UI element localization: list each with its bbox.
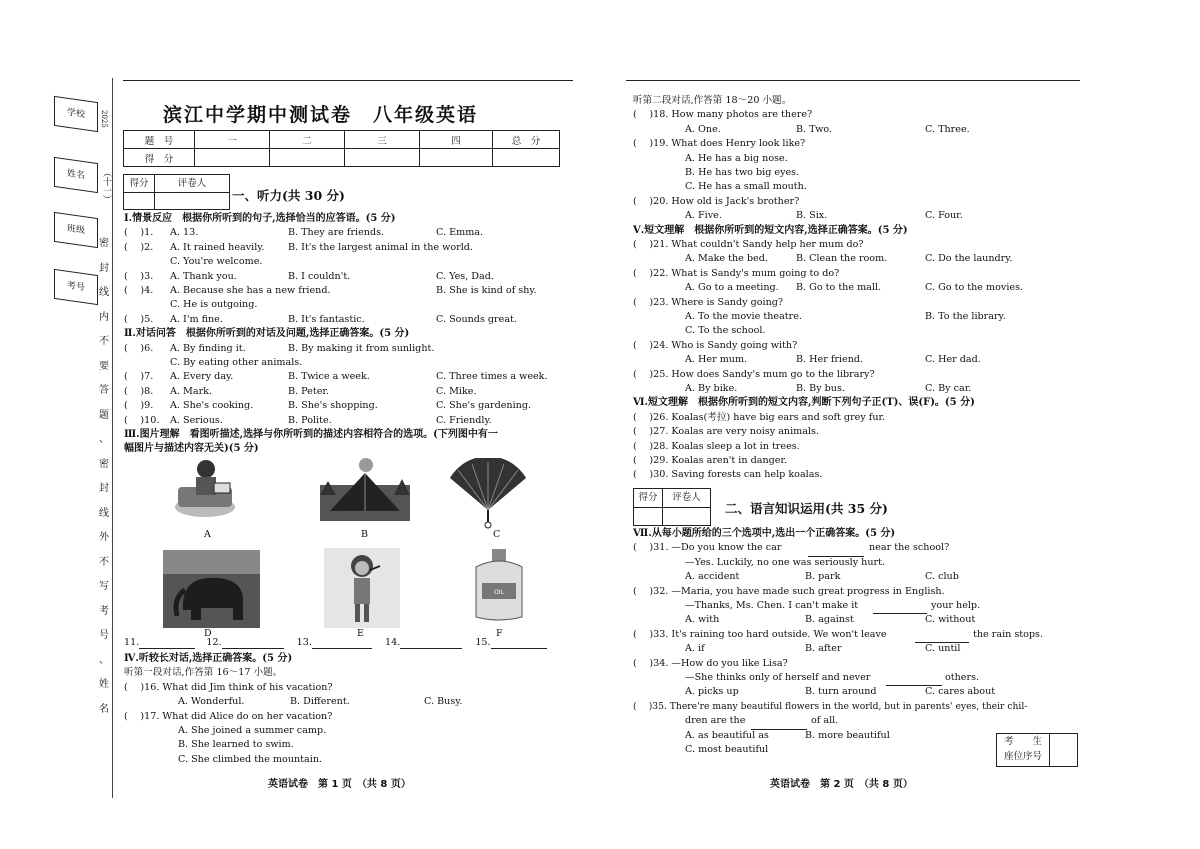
- section-i-row-4-number: ( )4.: [124, 284, 154, 296]
- section-ii-row-0-option-a[interactable]: A. By finding it.: [170, 342, 246, 354]
- q19-option-a[interactable]: A. He has a big nose.: [685, 152, 788, 164]
- seat-number-field[interactable]: [1051, 734, 1077, 766]
- year-column: 2025: [100, 110, 108, 128]
- page2-intro: 听第二段对话,作答第 18～20 小题。: [633, 95, 792, 106]
- score-header-2: 二: [270, 131, 345, 149]
- seal-char: 密: [99, 458, 109, 470]
- blank-15-label: 15.: [475, 637, 491, 648]
- q20-options-option-a[interactable]: A. Five.: [685, 210, 722, 222]
- q35-line2: [633, 714, 1083, 728]
- q35-option-c[interactable]: C. most beautiful: [685, 743, 769, 755]
- seal-char: 考: [99, 605, 109, 617]
- seal-char: 名: [99, 703, 109, 715]
- seal-char: 写: [99, 581, 109, 592]
- school-label: 学校: [66, 107, 85, 121]
- q18-options-option-b[interactable]: B. Two.: [796, 123, 833, 135]
- q33-option-b[interactable]: B. after: [805, 643, 842, 655]
- q32-option-b[interactable]: B. against: [805, 614, 854, 626]
- blank-12[interactable]: [222, 637, 284, 649]
- q18-options-option-c[interactable]: C. Three.: [925, 123, 970, 135]
- q22-options-option-b[interactable]: B. Go to the mall.: [796, 282, 882, 294]
- blank-11[interactable]: [139, 637, 195, 649]
- page1-top-rule: [123, 80, 573, 81]
- question-35: ( )35. There're many beautiful flowers in the world, but in parents' eyes, their chil-: [633, 700, 1028, 712]
- seat-number-box: [996, 733, 1078, 767]
- section-i-row-6: [124, 313, 574, 327]
- q20-options-option-b[interactable]: B. Six.: [796, 210, 828, 222]
- q16-option-c[interactable]: C. Busy.: [424, 696, 463, 708]
- section-i-row-0-option-a[interactable]: A. 13.: [170, 227, 199, 239]
- q21-options-option-a[interactable]: A. Make the bed.: [685, 253, 768, 265]
- q33-blank[interactable]: [915, 628, 969, 643]
- question-33: [633, 628, 1083, 642]
- section-ii-row-4-number: ( )9.: [124, 400, 154, 412]
- blank-12-label: 12.: [206, 637, 222, 648]
- blank-14[interactable]: [400, 637, 462, 649]
- seal-char: 封: [99, 483, 109, 494]
- section-ii-row-3-number: ( )8.: [124, 385, 154, 397]
- section-iv-heading: Ⅳ.听较长对话,选择正确答案。(5 分): [124, 653, 293, 664]
- q35-text: dren are the: [685, 715, 746, 727]
- q32-option-c[interactable]: C. without: [925, 614, 976, 626]
- q16-option-b[interactable]: B. Different.: [290, 696, 350, 708]
- q34-option-b[interactable]: B. turn around: [805, 686, 877, 698]
- score-cell-4[interactable]: [420, 149, 493, 167]
- section-ii-row-2: [124, 370, 574, 384]
- picture-c-folding-fan: [448, 458, 528, 530]
- q34-options: [633, 685, 1083, 699]
- seal-char: 外: [99, 532, 109, 543]
- seal-char: 、: [99, 434, 109, 445]
- q33-text-end: the rain stops.: [973, 628, 1044, 640]
- q21-options-option-c[interactable]: C. Do the laundry.: [925, 253, 1013, 265]
- page-title: 滨江中学期中测试卷 八年级英语: [163, 104, 479, 126]
- exam-number-label: 考号: [66, 280, 85, 294]
- score-header-total: 总 分: [493, 131, 560, 149]
- page1-body: [124, 212, 574, 457]
- q31-option-a[interactable]: A. accident: [685, 571, 740, 583]
- q19-option-b[interactable]: B. He has two big eyes.: [685, 167, 800, 179]
- section-i-row-2: [124, 255, 574, 269]
- true-false-item-28: ( )28. Koalas sleep a lot in trees.: [633, 440, 800, 452]
- seal-char: 要: [99, 360, 109, 372]
- q33-option-c[interactable]: C. until: [925, 643, 961, 655]
- question-25: ( )25. How does Sandy's mum go to the library?: [633, 368, 875, 380]
- q21-options: [633, 252, 1083, 266]
- binding-line: [112, 78, 113, 798]
- q20-options-option-c[interactable]: C. Four.: [925, 210, 963, 222]
- section-i-row-4-option-c[interactable]: B. She is kind of shy.: [436, 284, 537, 296]
- section-ii-row-5-option-a[interactable]: A. Serious.: [170, 414, 223, 426]
- score-table: [123, 130, 560, 167]
- q22-options-option-c[interactable]: C. Go to the movies.: [925, 282, 1024, 294]
- section-ii-row-5-option-b[interactable]: B. Polite.: [288, 414, 332, 426]
- picture-label-c: C: [493, 529, 501, 540]
- q20-options: [633, 209, 1083, 223]
- q19-option-c[interactable]: C. He has a small mouth.: [685, 181, 807, 193]
- section-ii-row-5-number: ( )10.: [124, 414, 160, 426]
- q24-options-option-a[interactable]: A. Her mum.: [685, 354, 748, 366]
- seal-char: 密: [99, 238, 109, 249]
- page2-footer: 英语试卷 第 2 页 （共 8 页）: [770, 779, 913, 790]
- q16-option-a[interactable]: A. Wonderful.: [178, 696, 245, 708]
- exam-number-box[interactable]: [54, 269, 98, 305]
- picture-b-tent-camping: [320, 455, 410, 521]
- q22-options: [633, 281, 1083, 295]
- q31-text-end: near the school?: [869, 542, 950, 554]
- section-i-row-3-option-c[interactable]: C. Yes, Dad.: [436, 270, 494, 282]
- section-vi-heading: Ⅵ.短文理解 根据你所听到的短文内容,判断下列句子正(T)、误(F)。(5 分): [633, 397, 975, 409]
- section-iii-heading: Ⅲ.图片理解 看图听描述,选择与你所听到的描述内容相符合的选项。(下列图中有一: [124, 428, 498, 440]
- q35-text-end: of all.: [811, 715, 839, 727]
- q34-option-c[interactable]: C. cares about: [925, 686, 996, 698]
- section-i-row-3-number: ( )3.: [124, 270, 154, 282]
- picture-label-b: B: [361, 529, 368, 540]
- section-ii-row-1: [124, 356, 574, 370]
- section-ii-row-3-option-a[interactable]: A. Mark.: [170, 385, 213, 397]
- page1-section-iv: [124, 652, 574, 767]
- page2-body-top: [633, 94, 1083, 483]
- question-21: ( )21. What couldn't Sandy help her mum do?: [633, 239, 864, 251]
- section-i-row-2-option-a[interactable]: C. You're welcome.: [170, 256, 263, 268]
- picture-d-elephant: [163, 550, 260, 628]
- seat-label-line1: 考 生: [1003, 736, 1042, 747]
- section-ii-row-4: [124, 399, 574, 413]
- seal-line-text: [97, 232, 111, 722]
- page2-body-bottom: [633, 527, 1083, 757]
- q33-option-a[interactable]: A. if: [685, 643, 705, 655]
- q24-options-option-b[interactable]: B. Her friend.: [796, 354, 864, 366]
- score-header-4: 四: [420, 131, 493, 149]
- seal-char: 封: [99, 262, 109, 274]
- q17-option-c[interactable]: C. She climbed the mountain.: [178, 753, 323, 765]
- question-18: ( )18. How many photos are there?: [633, 109, 813, 121]
- q17-option-b[interactable]: B. She learned to swim.: [178, 739, 294, 751]
- seal-char: 答: [99, 385, 109, 396]
- true-false-item-30: ( )30. Saving forests can help koalas.: [633, 469, 823, 481]
- section-ii-row-5: [124, 414, 574, 428]
- grader-name-label: 评卷人: [155, 175, 229, 193]
- section-ii-row-4-option-c[interactable]: C. She's gardening.: [436, 400, 532, 412]
- section-ii-row-2-option-a[interactable]: A. Every day.: [170, 371, 234, 383]
- q23-option-a[interactable]: A. To the movie theatre.: [685, 311, 802, 323]
- section-i-row-3-option-b[interactable]: B. I couldn't.: [288, 270, 351, 282]
- section-i-items: [124, 226, 574, 327]
- section-i-row-1: [124, 241, 574, 255]
- q32-text: —Thanks, Ms. Chen. I can't make it: [685, 600, 859, 611]
- seal-char: 线: [99, 287, 109, 298]
- page2-top-rule: [626, 80, 1080, 81]
- picture-label-a: A: [204, 529, 211, 540]
- class-label: 班级: [66, 223, 85, 237]
- q23-options: [633, 310, 1083, 324]
- q31-text: ( )31. —Do you know the car: [633, 542, 782, 554]
- true-false-item-26: ( )26. Koalas(考拉) have big ears and soft grey fur.: [633, 411, 886, 423]
- question-22: ( )22. What is Sandy's mum going to do?: [633, 267, 840, 279]
- section-i-row-0-number: ( )1.: [124, 227, 154, 239]
- seal-char: 线: [99, 507, 109, 519]
- section-ii-row-2-number: ( )7.: [124, 371, 154, 383]
- score-header-3: 三: [345, 131, 420, 149]
- grader-box-2: [633, 488, 711, 526]
- section-i-row-1-option-b[interactable]: B. It's the largest animal in the world.: [288, 241, 473, 253]
- q33-text: ( )33. It's raining too hard outside. We won't leave: [633, 628, 887, 640]
- grader2-score-label: 得分: [634, 489, 663, 508]
- blank-14-label: 14.: [384, 637, 401, 648]
- blank-15[interactable]: [491, 637, 547, 649]
- section-ii-row-4-option-a[interactable]: A. She's cooking.: [170, 400, 254, 412]
- section-i-row-6-option-b[interactable]: B. It's fantastic.: [288, 313, 365, 325]
- q31-option-b[interactable]: B. park: [805, 571, 841, 583]
- section-iii-heading-cont: 幅图片与描述内容无关)(5 分): [124, 443, 259, 455]
- picture-label-f: F: [496, 628, 503, 639]
- q24-options-option-c[interactable]: C. Her dad.: [925, 354, 981, 366]
- question-24: ( )24. Who is Sandy going with?: [633, 339, 798, 351]
- q22-options-option-a[interactable]: A. Go to a meeting.: [685, 282, 779, 294]
- q18-options-option-a[interactable]: A. One.: [685, 123, 721, 135]
- picture-answer-blanks: [124, 637, 547, 649]
- score-cell-total[interactable]: [493, 149, 560, 167]
- q25-options-option-a[interactable]: A. By bike.: [685, 383, 738, 395]
- q25-options-option-c[interactable]: C. By car.: [925, 383, 972, 395]
- q25-options-option-b[interactable]: B. By bus.: [796, 383, 845, 395]
- score-cell-1[interactable]: [195, 149, 270, 167]
- svg-text:OIL: OIL: [494, 589, 504, 596]
- page1-footer: 英语试卷 第 1 页 （共 8 页）: [268, 779, 411, 790]
- seal-char: 、: [99, 654, 109, 666]
- section-v-heading: Ⅴ.短文理解 根据你所听到的短文内容,选择正确答案。(5 分): [633, 224, 908, 236]
- class-box[interactable]: [54, 212, 98, 248]
- section-i-row-3-option-a[interactable]: A. Thank you.: [170, 270, 237, 282]
- score-header-label: 题 号: [124, 131, 195, 149]
- name-label: 姓名: [66, 168, 85, 182]
- true-false-item-29: ( )29. Koalas aren't in danger.: [633, 455, 788, 467]
- section-i-row-5: [124, 298, 574, 312]
- score-cell-2[interactable]: [270, 149, 345, 167]
- q25-options: [633, 382, 1083, 396]
- question-34: ( )34. —How do you like Lisa?: [633, 657, 788, 669]
- q34-line2: [633, 671, 1083, 685]
- question-19: ( )19. What does Henry look like?: [633, 138, 806, 150]
- section-ii-row-5-option-c[interactable]: C. Friendly.: [436, 414, 492, 426]
- section-i-row-4-option-a[interactable]: A. Because she has a new friend.: [170, 284, 331, 296]
- q31-option-c[interactable]: C. club: [925, 571, 959, 583]
- section-ii-row-0-number: ( )6.: [124, 342, 154, 354]
- section-ii-row-3-option-b[interactable]: B. Peter.: [288, 385, 329, 397]
- question-16-options: [124, 695, 574, 709]
- q32-blank[interactable]: [873, 599, 927, 614]
- seal-char: 号: [99, 630, 109, 641]
- q24-options: [633, 353, 1083, 367]
- q33-options: [633, 642, 1083, 656]
- question-32: ( )32. —Maria, you have made such great progress in English.: [633, 585, 945, 597]
- school-box[interactable]: [54, 96, 98, 132]
- picture-a-boy-reading: [168, 457, 242, 521]
- section-i-heading: Ⅰ.情景反应 根据你所听到的句子,选择恰当的应答语。(5 分): [124, 213, 396, 224]
- q23-option-c[interactable]: C. To the school.: [685, 325, 766, 337]
- q23-option-b[interactable]: B. To the library.: [925, 311, 1006, 323]
- score-cell-3[interactable]: [345, 149, 420, 167]
- question-31: [633, 541, 1083, 555]
- q32-text-end: your help.: [931, 600, 981, 611]
- q35-option-a[interactable]: A. as beautiful as: [685, 729, 769, 741]
- q21-options-option-b[interactable]: B. Clean the room.: [796, 253, 888, 265]
- picture-label-d: D: [204, 628, 212, 639]
- q35-blank[interactable]: [751, 714, 807, 729]
- part2-title: 二、语言知识运用(共 35 分): [725, 501, 888, 516]
- grader2-name-label: 评卷人: [663, 489, 710, 508]
- q32-line2: [633, 599, 1083, 613]
- page2-listening-questions: [633, 108, 1083, 482]
- q32-option-a[interactable]: A. with: [685, 614, 720, 626]
- section-i-row-0-option-b[interactable]: B. They are friends.: [288, 227, 385, 239]
- seal-char: 内: [99, 311, 109, 323]
- picture-label-e: E: [357, 628, 364, 639]
- section-ii-row-0: [124, 342, 574, 356]
- section-ii-items: [124, 342, 574, 428]
- question-23: ( )23. Where is Sandy going?: [633, 296, 784, 308]
- q32-options: [633, 613, 1083, 627]
- q18-options: [633, 123, 1083, 137]
- q35-option-b[interactable]: B. more beautiful: [805, 729, 890, 741]
- name-box[interactable]: [54, 157, 98, 193]
- section-i-row-3: [124, 270, 574, 284]
- section-ii-row-2-option-c[interactable]: C. Three times a week.: [436, 371, 548, 383]
- section-i-row-5-option-a[interactable]: C. He is outgoing.: [170, 299, 258, 311]
- part1-title: 一、听力(共 30 分): [232, 188, 345, 203]
- q31-line2: —Yes. Luckily, no one was seriously hurt.: [685, 556, 886, 568]
- score-row-label: 得 分: [124, 149, 195, 167]
- q34-option-a[interactable]: A. picks up: [685, 686, 739, 698]
- section-ii-row-3-option-c[interactable]: C. Mike.: [436, 385, 477, 397]
- seal-char: 不: [99, 556, 109, 568]
- grader-score-label: 得分: [124, 175, 155, 193]
- code-column: （十一）: [101, 168, 111, 204]
- section-ii-row-3: [124, 385, 574, 399]
- q34-text: —She thinks only of herself and never: [685, 671, 871, 683]
- section-ii-row-1-option-a[interactable]: C. By eating other animals.: [170, 356, 303, 368]
- q31-options: [633, 570, 1083, 584]
- grader-box-1: [123, 174, 230, 210]
- blank-13-label: 13.: [296, 637, 312, 648]
- q17-option-a[interactable]: A. She joined a summer camp.: [178, 725, 327, 737]
- section-ii-heading: Ⅱ.对话问答 根据你所听到的对话及问题,选择正确答案。(5 分): [124, 328, 410, 340]
- section-i-row-4: [124, 284, 574, 298]
- section-i-row-1-option-a[interactable]: A. It rained heavily.: [170, 241, 265, 253]
- section-i-row-6-number: ( )5.: [124, 313, 154, 325]
- section-ii-row-2-option-b[interactable]: B. Twice a week.: [288, 371, 370, 383]
- seal-char: 姓: [99, 679, 109, 690]
- section-vii-heading: Ⅶ.从每小题所给的三个选项中,选出一个正确答案。(5 分): [633, 528, 896, 539]
- seal-char: 题: [99, 409, 109, 421]
- picture-e-girl-brushing-teeth: [324, 548, 400, 628]
- section-i-row-6-option-c[interactable]: C. Sounds great.: [436, 313, 517, 325]
- q34-blank[interactable]: [886, 671, 942, 686]
- seat-label-line2: 座位序号: [1003, 751, 1042, 762]
- section-ii-row-4-option-b[interactable]: B. She's shopping.: [288, 400, 378, 412]
- section-ii-row-0-option-b[interactable]: B. By making it from sunlight.: [288, 342, 435, 354]
- section-i-row-1-number: ( )2.: [124, 241, 154, 253]
- section-i-row-6-option-a[interactable]: A. I'm fine.: [170, 313, 223, 325]
- question-20: ( )20. How old is Jack's brother?: [633, 195, 800, 207]
- blank-11-label: 11.: [124, 637, 140, 648]
- section-iv-intro: 听第一段对话,作答第 16～17 小题。: [124, 667, 283, 679]
- question-17: ( )17. What did Alice do on her vacation?: [124, 710, 333, 722]
- true-false-item-27: ( )27. Koalas are very noisy animals.: [633, 426, 820, 438]
- section-i-row-0-option-c[interactable]: C. Emma.: [436, 227, 484, 239]
- q31-blank[interactable]: [808, 541, 864, 556]
- score-header-1: 一: [195, 131, 270, 149]
- blank-13[interactable]: [312, 637, 372, 649]
- q34-text-end: others.: [945, 671, 980, 683]
- question-16: ( )16. What did Jim think of his vacation?: [124, 681, 333, 693]
- section-i-row-0: [124, 226, 574, 240]
- seal-char: 不: [99, 336, 109, 347]
- picture-f-oil-bottle: [466, 547, 532, 623]
